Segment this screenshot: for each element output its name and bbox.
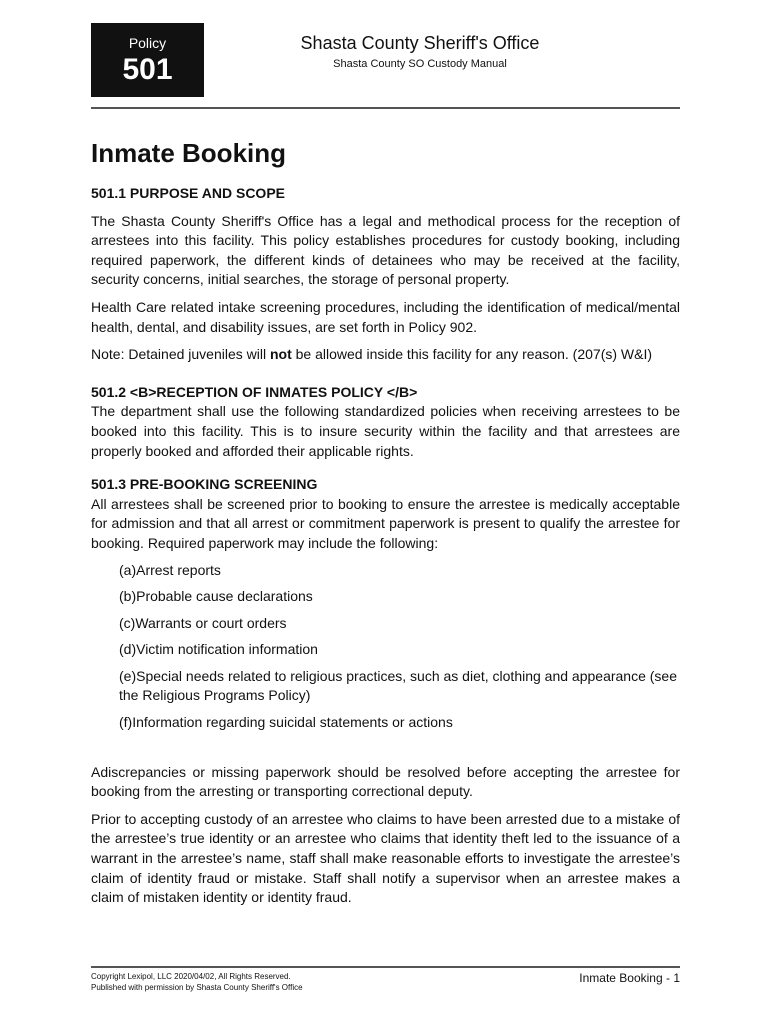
note-emphasis: not	[269, 346, 292, 363]
office-name: Shasta County Sheriff's Office	[300, 33, 540, 53]
paragraph-identity: Prior to accepting custody of an arrestee who claims to have been arrested due to a mistake of the arrestee’s true identity or an arrestee who claims that identity theft led to the issuance of a warrant in the arrestee’s name, staff shall make reasonable efforts to investigate the arrestee’s claim of identity fraud or mistake. Staff shall notify a supervisor when an arrestee makes a claim of mistaken identity or identity fraud.	[91, 810, 680, 906]
list-item: (e)Special needs related to religious practices, such as diet, clothing and appearance (see the Religious Programs Policy)	[119, 667, 677, 704]
paragraph-reception: The department shall use the following standardized policies when receiving arrestees to be booked into this facility. This is to insure security within the facility and that arrestees are properly booked and afforded their applicable rights.	[91, 403, 680, 459]
copyright-text: Copyright Lexipol, LLC 2020/04/02, All Rights Reserved.	[91, 972, 291, 981]
paragraph-purpose: The Shasta County Sheriff's Office has a legal and methodical process for the reception of arrestees into this facility. This policy establishes procedures for custody booking, including required paperwork, the different kinds of detainees who may be received at the facility, security concerns, initial searches, the storage of personal property.	[91, 212, 680, 288]
policy-badge	[91, 23, 204, 97]
footer-divider	[91, 966, 680, 968]
page-title: Inmate Booking	[91, 138, 287, 168]
paragraph-note	[91, 345, 680, 365]
section-heading-reception: 501.2 <B>RECEPTION OF INMATES POLICY </B>	[91, 383, 418, 400]
paragraph-health-care: Health Care related intake screening procedures, including the identification of medical/mental health, dental, and disability issues, are set forth in Policy 902.	[91, 298, 680, 335]
list-item: (d)Victim notification information	[119, 641, 318, 658]
section-heading-purpose: 501.1 PURPOSE AND SCOPE	[91, 185, 285, 201]
note-text-end: be allowed inside this facility for any reason. (207(s) W&I)	[291, 346, 653, 363]
manual-name: Shasta County SO Custody Manual	[333, 58, 507, 70]
list-item: (b)Probable cause declarations	[119, 588, 313, 605]
document-body	[91, 184, 680, 908]
policy-number: 501	[122, 53, 173, 86]
list-item: (f)Information regarding suicidal statements or actions	[119, 714, 453, 731]
list-item: (c)Warrants or court orders	[119, 614, 287, 631]
policy-label: Policy	[128, 35, 167, 51]
section-heading-pre-booking: 501.3 PRE-BOOKING SCREENING	[91, 476, 318, 493]
paragraph-discrepancies: Adiscrepancies or missing paperwork should be resolved before accepting the arrestee for booking from the arresting or transporting correctional deputy.	[91, 763, 680, 800]
header-divider	[91, 107, 680, 109]
list-item: (a)Arrest reports	[119, 561, 221, 578]
note-text-start: Note: Detained juveniles will	[91, 346, 270, 363]
paragraph-screening: All arrestees shall be screened prior to booking to ensure the arrestee is medically acceptable for admission and that all arrest or commitment paperwork is present to qualify the arrestee for booking. Required paperwork may include the following:	[91, 495, 680, 551]
permission-text: Published with permission by Shasta County Sheriff's Office	[91, 983, 303, 992]
paperwork-list	[119, 561, 680, 733]
footer-copyright	[91, 971, 303, 993]
page-number-label: Inmate Booking - 1	[579, 971, 680, 985]
